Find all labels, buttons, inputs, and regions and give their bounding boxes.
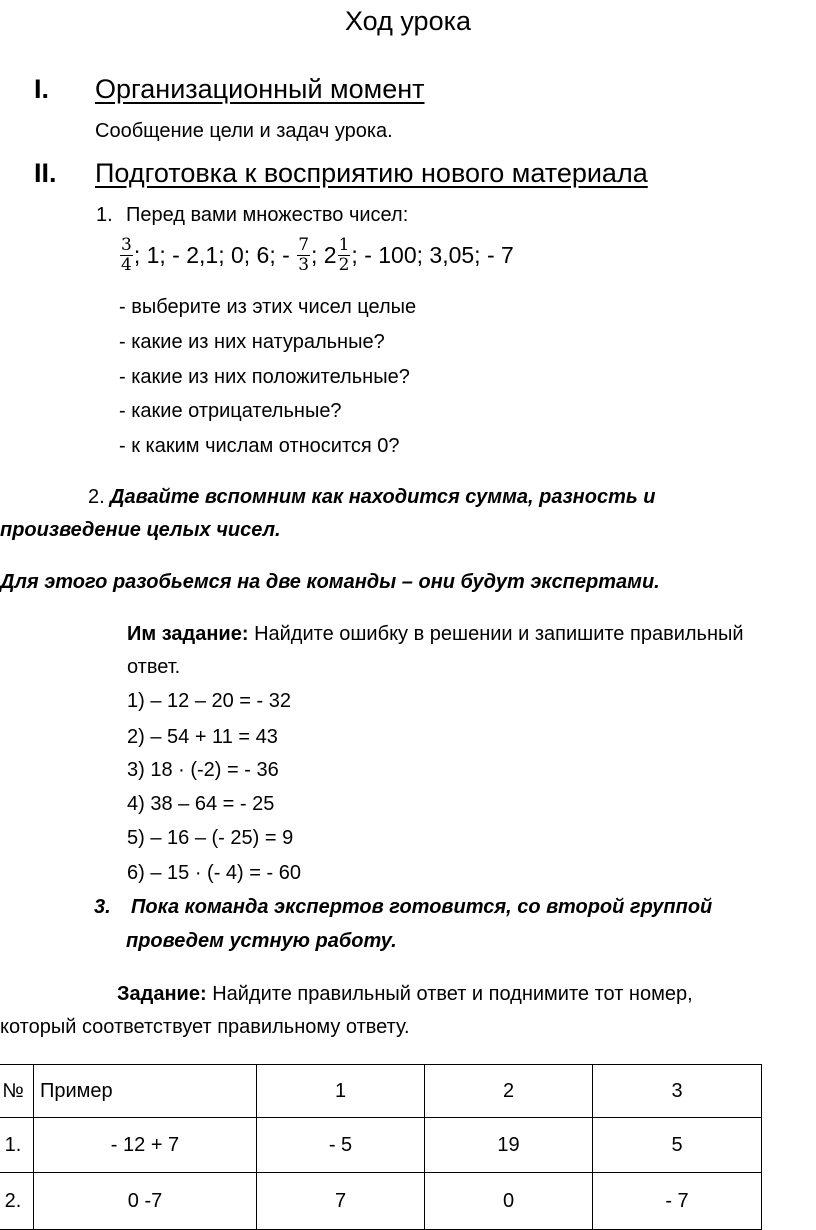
expert-task-label: Им задание: bbox=[127, 623, 249, 645]
table-header-cell: № bbox=[0, 1065, 34, 1118]
item-2-line-2: произведение целых чисел. bbox=[0, 519, 281, 541]
section-1-text: Сообщение цели и задач урока. bbox=[95, 120, 393, 142]
expert-task-line-2: ответ. bbox=[127, 656, 181, 678]
oral-task bbox=[117, 983, 693, 1006]
example-5: 5) – 16 – (- 25) = 9 bbox=[127, 827, 294, 849]
fraction-7-3: $\frac{7}{3}$ bbox=[298, 235, 310, 275]
table-row bbox=[0, 1118, 762, 1173]
item-2-number: 2. bbox=[88, 486, 105, 508]
table-cell: - 7 bbox=[593, 1173, 762, 1230]
item-2-line-1: Давайте вспомним как находится сумма, разность и bbox=[110, 486, 656, 508]
item-3-line-1: Пока команда экспертов готовится, со второй группой bbox=[131, 896, 713, 918]
table-cell: 0 bbox=[425, 1173, 593, 1230]
item-1-text: Перед вами множество чисел: bbox=[126, 204, 409, 226]
table-cell: 1. bbox=[0, 1118, 34, 1173]
question-4: - какие отрицательные? bbox=[119, 400, 342, 422]
table-header-row bbox=[0, 1065, 762, 1118]
oral-task-line-2: который соответствует правильному ответу. bbox=[0, 1016, 410, 1038]
fraction-3-4: $\frac{3}{4}$ bbox=[121, 235, 132, 275]
table-cell: - 12 + 7 bbox=[34, 1118, 257, 1173]
example-4: 4) 38 – 64 = - 25 bbox=[127, 793, 275, 815]
example-2: 2) – 54 + 11 = 43 bbox=[127, 726, 278, 748]
table-cell: 0 -7 bbox=[34, 1173, 257, 1230]
table-cell: 7 bbox=[257, 1173, 425, 1230]
item-3-number: 3. bbox=[94, 896, 111, 918]
question-3: - какие из них положительные? bbox=[119, 366, 410, 388]
item-1-number: 1. bbox=[96, 204, 113, 226]
item-3-line-2: проведем устную работу. bbox=[126, 930, 397, 952]
table-header-cell: 2 bbox=[425, 1065, 593, 1118]
table-row bbox=[0, 1173, 762, 1230]
example-1: 1) – 12 – 20 = - 32 bbox=[127, 690, 292, 712]
example-6: 6) – 15 · (- 4) = - 60 bbox=[127, 862, 301, 884]
fraction-1-2: $\frac{1}{2}$ bbox=[338, 235, 350, 275]
section-2-heading: Подготовка к восприятию нового материала bbox=[95, 158, 648, 188]
table-header-cell: 3 bbox=[593, 1065, 762, 1118]
answers-table bbox=[0, 1064, 762, 1230]
table-cell: - 5 bbox=[257, 1118, 425, 1173]
expert-task-text: Найдите ошибку в решении и запишите правильный bbox=[248, 623, 744, 645]
oral-task-text: Найдите правильный ответ и поднимите тот номер, bbox=[206, 983, 693, 1005]
table-cell: 19 bbox=[425, 1118, 593, 1173]
table-cell: 2. bbox=[0, 1173, 34, 1230]
expert-task bbox=[127, 623, 744, 646]
section-1-number: I. bbox=[34, 74, 50, 104]
question-5: - к каким числам относится 0? bbox=[119, 435, 400, 457]
table-cell: 5 bbox=[593, 1118, 762, 1173]
item-2-line-3: Для этого разобьемся на две команды – они будут экспертами. bbox=[0, 571, 660, 593]
question-2: - какие из них натуральные? bbox=[119, 331, 385, 353]
section-2-number: II. bbox=[34, 158, 57, 188]
oral-task-label: Задание: bbox=[117, 983, 207, 1005]
page-title: Ход урока bbox=[344, 6, 472, 36]
section-1-heading: Организационный момент bbox=[95, 74, 425, 104]
question-1: - выберите из этих чисел целые bbox=[119, 296, 417, 318]
number-set: $\frac{3}{4}$ ; 1; - 2,1; 0; 6; - $\frac{7}{3}$ ; 2 $\frac{1}{2}$ ; - 100; 3,05; - 7 bbox=[121, 235, 514, 275]
example-3: 3) 18 · (-2) = - 36 bbox=[127, 759, 279, 781]
table-header-cell: Пример bbox=[34, 1065, 257, 1118]
table-header-cell: 1 bbox=[257, 1065, 425, 1118]
